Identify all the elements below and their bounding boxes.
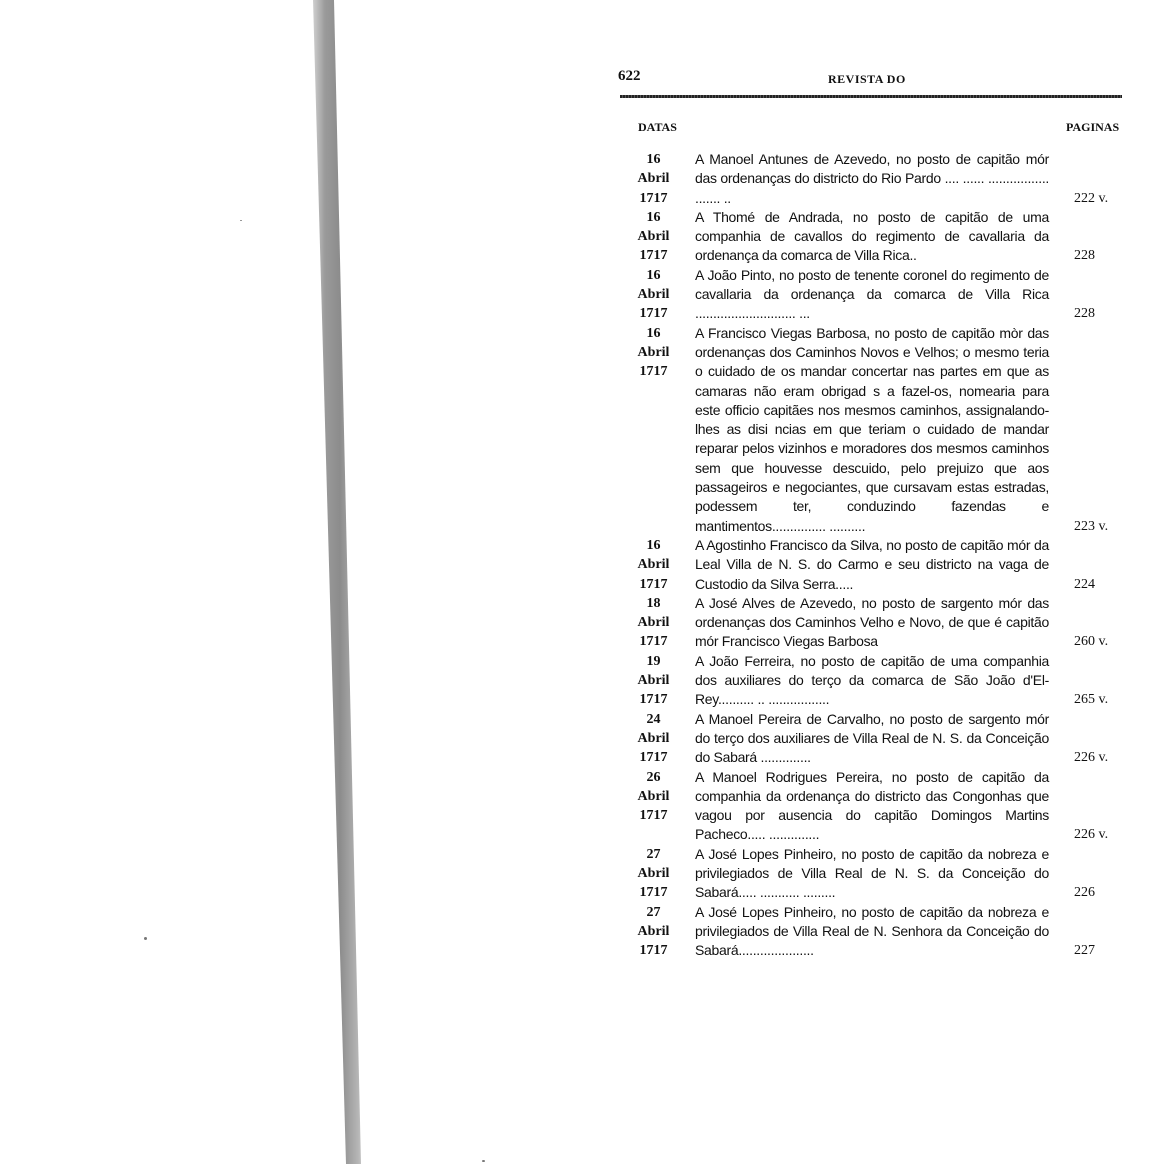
entry-page-ref: 228 [1074, 306, 1095, 322]
entry-text: A José Lopes Pinheiro, no posto de capitão da nobreza e privilegiados de Villa Real de N. Senhora da Conceição do Sabará..................... [695, 903, 1049, 959]
list-item [616, 710, 1126, 768]
entry-date-month: Abril [637, 865, 670, 881]
entry-page-ref: 227 [1074, 943, 1095, 959]
entry-date [616, 324, 691, 536]
entry-date [616, 768, 691, 845]
entry-date-day: 18 [646, 595, 661, 611]
entry-page-ref: 265 v. [1074, 692, 1109, 708]
entry-date-year: 1717 [639, 943, 668, 959]
book-gutter-shadow [313, 0, 373, 1164]
entry-date-day: 26 [646, 769, 661, 785]
entry-text: A José Alves de Azevedo, no posto de sargento mór das ordenanças dos Caminhos Velho e Novo, de que é capitão mór Francisco Viegas Barbosa [695, 594, 1049, 650]
list-item [616, 536, 1126, 594]
entry-date-month: Abril [637, 788, 670, 804]
entry-date-day: 27 [646, 904, 661, 920]
entry-date [616, 652, 691, 710]
dates-column-header: DATAS [638, 120, 677, 134]
list-item [616, 768, 1126, 845]
entry-page-ref: 223 v. [1074, 518, 1109, 534]
list-item [616, 266, 1126, 324]
entry-date-month: Abril [637, 171, 670, 187]
list-item [616, 845, 1126, 903]
entry-date [616, 710, 691, 768]
page-speck [482, 1160, 485, 1162]
entry-page-ref: 226 [1074, 885, 1095, 901]
entry-date-day: 16 [646, 325, 661, 341]
entry-date-month: Abril [637, 344, 670, 360]
column-headers [616, 120, 1126, 138]
entry-page-ref: 226 v. [1074, 750, 1109, 766]
entry-date-year: 1717 [639, 364, 668, 380]
entry-text: A Agostinho Francisco da Silva, no posto de capitão mór da Leal Villa de N. S. do Carmo e seu districto na vaga de Custodio da Silva Serra..... [695, 536, 1049, 592]
header-rule [620, 95, 1122, 98]
entry-page-ref: 224 [1074, 576, 1095, 592]
entry-date-year: 1717 [639, 692, 668, 708]
entry-text: A José Lopes Pinheiro, no posto de capitão da nobreza e privilegiados de Villa Real de N. S. da Conceição do Sabará..... ........... ......... [695, 845, 1049, 901]
pages-column-header: PAGINAS [1066, 120, 1120, 134]
list-item [616, 324, 1126, 536]
list-item [616, 208, 1126, 266]
entries-list [616, 150, 1126, 960]
entry-text: A João Ferreira, no posto de capitão de uma companhia dos auxiliares do terço da comarca de São João d'El-Rey.......... .. ................. [695, 652, 1049, 708]
entry-text: A Manoel Pereira de Carvalho, no posto de sargento mór do terço dos auxiliares de Villa Real de N. S. da Conceição do Sabará .............. [695, 710, 1049, 766]
entry-date [616, 903, 691, 961]
page-header [616, 60, 1126, 90]
entry-date [616, 845, 691, 903]
list-item [616, 652, 1126, 710]
entry-date-year: 1717 [639, 808, 668, 824]
entry-date-year: 1717 [639, 248, 668, 264]
page-speck [144, 937, 147, 940]
entry-date-year: 1717 [639, 576, 668, 592]
entry-date-day: 24 [646, 711, 661, 727]
entry-date [616, 150, 691, 208]
entry-date-month: Abril [637, 730, 670, 746]
entry-date-year: 1717 [639, 634, 668, 650]
entry-date [616, 208, 691, 266]
entry-text: A Thomé de Andrada, no posto de capitão de uma companhia de cavallos do regimento de cavallaria da ordenança da comarca de Villa Rica.. [695, 208, 1049, 264]
entry-date-month: Abril [637, 615, 670, 631]
entry-text: A Francisco Viegas Barbosa, no posto de capitão mòr das ordenanças dos Caminhos Novos e Velhos; o mesmo teria o cuidado de os mandar concertar nas partes em que as camaras não eram obrigad s a fazel-os, nomearia para este officio capitães nos mesmos caminhos, assignalando-lhes as disi ncias em que teriam o cuidado de mandar reparar pelos vizinhos e moradores dos mesmos caminhos sem que houvesse descuido, pelo prejuizo que aos passageiros e negociantes, que cursavam estas estradas, podessem ter, conduzindo fazendas e mantimentos............... .......... [695, 324, 1049, 534]
entry-date-month: Abril [637, 287, 670, 303]
entry-date-month: Abril [637, 673, 670, 689]
entry-text: A João Pinto, no posto de tenente coronel do regimento de cavallaria da ordenança da comarca de Villa Rica ............................ ... [695, 266, 1049, 322]
entry-date-year: 1717 [639, 190, 668, 206]
entry-page-ref: 260 v. [1074, 634, 1109, 650]
entry-date-day: 16 [646, 267, 661, 283]
entry-date-year: 1717 [639, 750, 668, 766]
book-page [616, 60, 1126, 959]
entry-date-month: Abril [637, 557, 670, 573]
running-title: REVISTA DO [828, 72, 906, 86]
entry-date [616, 536, 691, 594]
entry-page-ref: 222 v. [1074, 190, 1109, 206]
entry-date [616, 594, 691, 652]
entry-date-year: 1717 [639, 885, 668, 901]
entry-date-day: 27 [646, 846, 661, 862]
entry-date-day: 16 [646, 152, 661, 167]
entry-text: A Manoel Antunes de Azevedo, no posto de capitão mór das ordenanças do districto do Rio Pardo .... ...... ................. ....... .. [695, 151, 1049, 206]
entry-page-ref: 226 v. [1074, 827, 1109, 843]
page-speck [240, 220, 242, 221]
entry-date-month: Abril [637, 229, 670, 245]
entry-date-year: 1717 [639, 306, 668, 322]
list-item [616, 594, 1126, 652]
entry-date-day: 16 [646, 209, 661, 225]
entry-date-month: Abril [637, 923, 670, 939]
entry-date-day: 19 [646, 653, 661, 669]
entry-date-day: 16 [646, 537, 661, 553]
entry-page-ref: 228 [1074, 248, 1095, 264]
list-item [616, 903, 1126, 961]
entry-date [616, 266, 691, 324]
page-number: 622 [618, 68, 641, 84]
entry-text: A Manoel Rodrigues Pereira, no posto de capitão da companhia da ordenança do districto das Congonhas que vagou por ausencia do capitão Domingos Martins Pacheco..... .............. [695, 768, 1049, 843]
list-item [616, 150, 1126, 208]
